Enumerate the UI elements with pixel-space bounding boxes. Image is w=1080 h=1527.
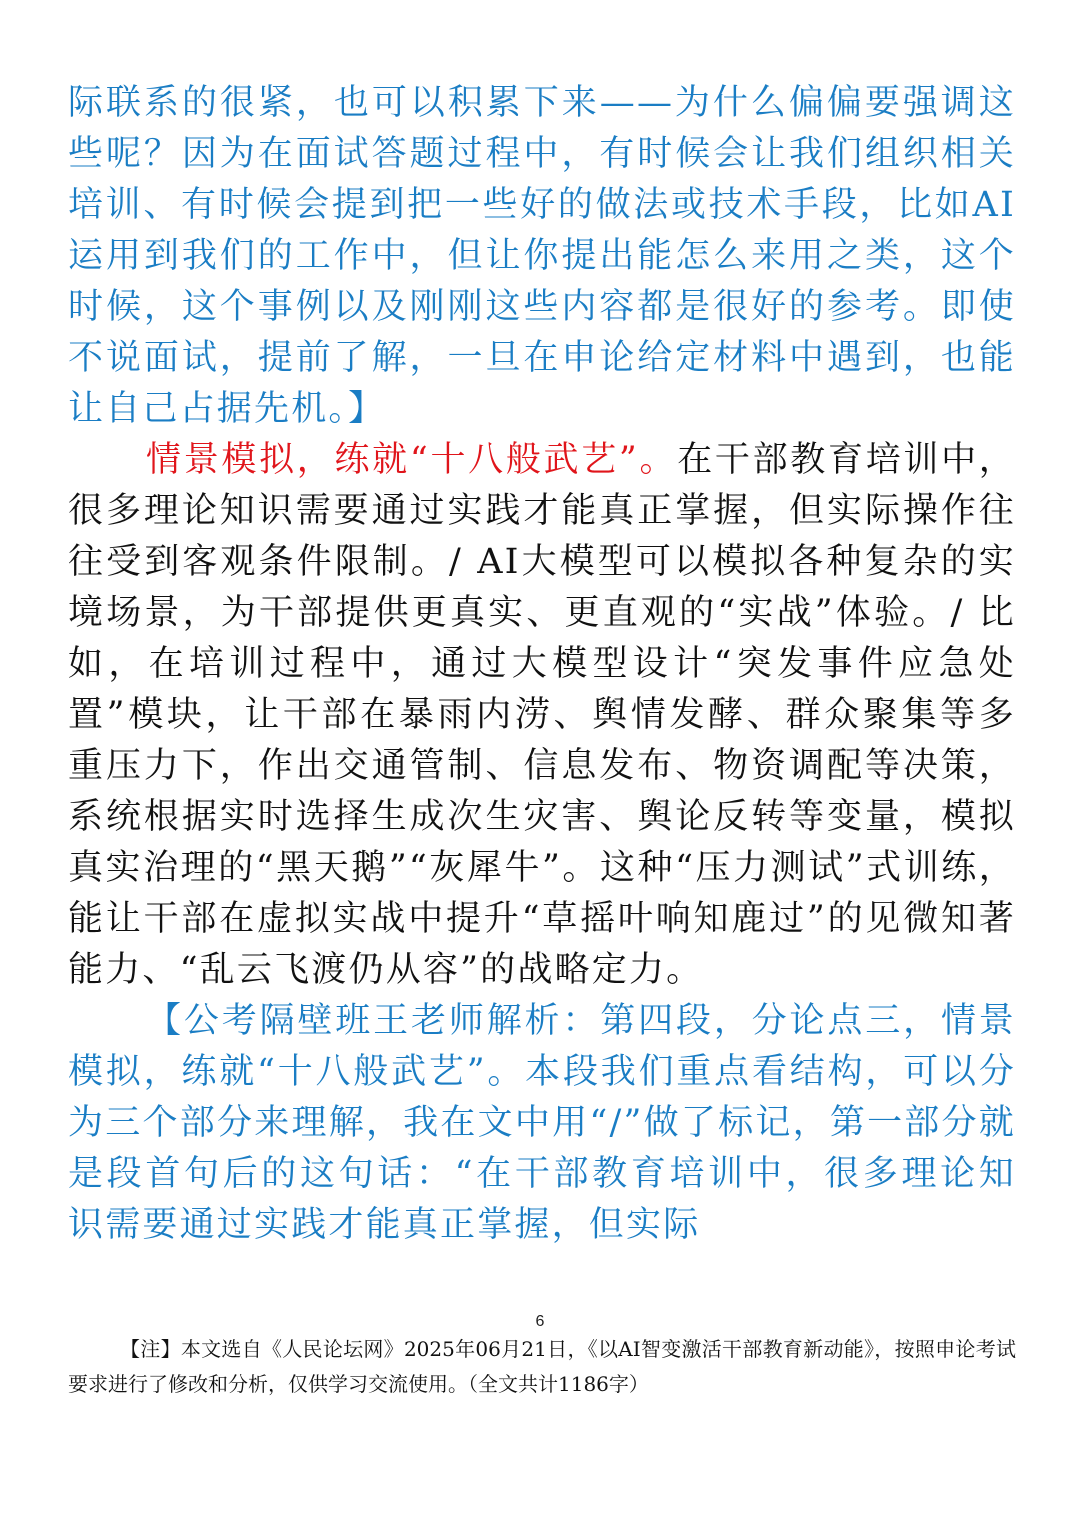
sub-argument-heading: 情景模拟，练就“十八般武艺”。 [146, 440, 678, 480]
page-number: 6 [535, 1313, 545, 1330]
footnote: 【注】本文选自《人民论坛网》2025年06月21日，《以AI智变激活干部教育新动能》，按照申论考试要求进行了修改和分析，仅供学习交流使用。（全文共计1186字） [68, 1337, 1016, 1396]
analysis-paragraph-continued: 际联系的很紧，也可以积累下来——为什么偏偏要强调这些呢？因为在面试答题过程中，有时候会让我们组织相关培训、有时候会提到把一些好的做法或技术手段，比如AI运用到我们的工作中，但让你提出能怎么来用之类，这个时候，这个事例以及刚刚这些内容都是很好的参考。即使不说面试，提前了解，一旦在申论给定材料中遇到，也能让自己占据先机。】 [68, 83, 1016, 429]
body-paragraph [68, 435, 1016, 996]
document-body [68, 78, 1016, 1251]
body-paragraph-text: 在干部教育培训中，很多理论知识需要通过实践才能真正掌握，但实际操作往往受到客观条件限制。/ AI大模型可以模拟各种复杂的实境场景，为干部提供更真实、更直观的“实战”体验。/ 比如，在培训过程中，通过大模型设计“突发事件应急处置”模块，让干部在暴雨内涝、舆情发酵、群众聚集等多重压力下，作出交通管制、信息发布、物资调配等决策，系统根据实时选择生成次生灾害、舆论反转等变量，模拟真实治理的“黑天鹅”“灰犀牛”。这种“压力测试”式训练，能让干部在虚拟实战中提升“草摇叶响知鹿过”的见微知著能力、“乱云飞渡仍从容”的战略定力。 [68, 440, 1016, 990]
analysis-paragraph: 【公考隔壁班王老师解析：第四段，分论点三，情景模拟，练就“十八般武艺”。本段我们重点看结构，可以分为三个部分来理解，我在文中用“/”做了标记，第一部分就是段首句后的这句话：“在干部教育培训中，很多理论知识需要通过实践才能真正掌握，但实际 [68, 1001, 1016, 1245]
